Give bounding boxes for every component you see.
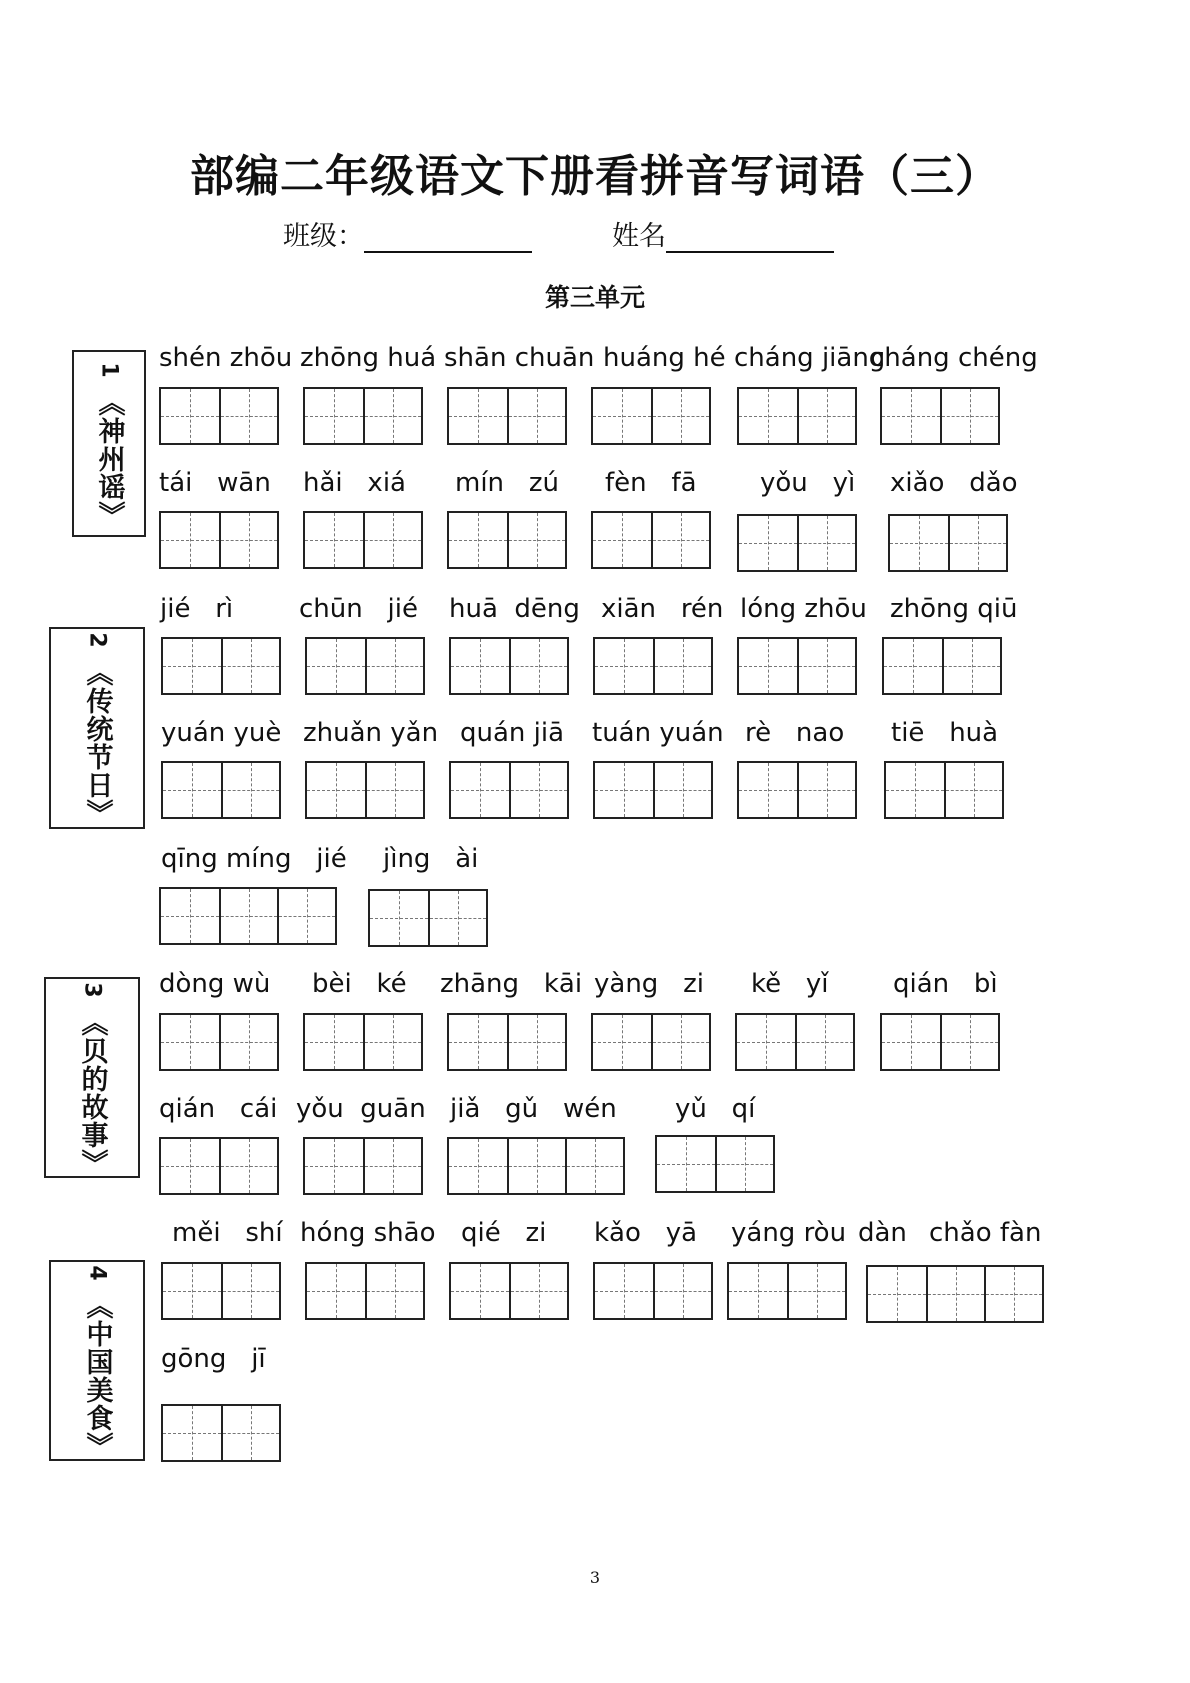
writing-box[interactable] (368, 889, 488, 947)
writing-box[interactable] (880, 387, 1000, 445)
pinyin-label: huáng hé (603, 343, 726, 373)
writing-box[interactable] (882, 637, 1002, 695)
writing-box[interactable] (880, 1013, 1000, 1071)
lesson-label-1 (72, 350, 146, 537)
writing-box[interactable] (161, 761, 281, 819)
pinyin-label: mín zú (455, 468, 559, 498)
writing-box[interactable] (449, 1262, 569, 1320)
lesson-label-4 (49, 1260, 145, 1461)
pinyin-label: měi shí (172, 1218, 283, 1248)
writing-box[interactable] (884, 761, 1004, 819)
pinyin-label: yàng zi (594, 969, 704, 999)
pinyin-label: yǒu yì (760, 468, 856, 498)
pinyin-label: zhuǎn yǎn (303, 718, 439, 748)
lesson-title: 《贝的故事》 (76, 1009, 108, 1177)
writing-box[interactable] (303, 1013, 423, 1071)
writing-box[interactable] (888, 514, 1008, 572)
lesson-number: 4 (85, 1265, 110, 1281)
writing-box[interactable] (593, 1262, 713, 1320)
class-label: 班级： (283, 221, 364, 252)
writing-box[interactable] (159, 887, 337, 945)
name-label: 姓名 (612, 221, 666, 252)
pinyin-label: quán jiā (460, 718, 565, 748)
writing-box[interactable] (591, 1013, 711, 1071)
pinyin-label: cháng jiāng (734, 343, 886, 373)
lesson-title: 《传统节日》 (81, 659, 113, 827)
page-number: 3 (589, 1568, 601, 1587)
pinyin-label: jiǎ gǔ wén (450, 1094, 617, 1124)
pinyin-label: qián cái (159, 1094, 278, 1124)
writing-box[interactable] (159, 1137, 279, 1195)
pinyin-label: rè nao (745, 718, 845, 748)
writing-box[interactable] (737, 761, 857, 819)
lesson-number: 1 (97, 361, 122, 378)
writing-box[interactable] (737, 514, 857, 572)
pinyin-label: kě yǐ (751, 969, 829, 999)
writing-box[interactable] (159, 511, 279, 569)
pinyin-label: qián bì (893, 969, 998, 999)
pinyin-label: lóng zhōu (740, 594, 867, 624)
pinyin-label: xiǎo dǎo (890, 468, 1018, 498)
writing-box[interactable] (161, 637, 281, 695)
unit-title: 第三单元 (544, 283, 645, 312)
lesson-number: 3 (80, 982, 105, 998)
writing-box[interactable] (303, 387, 423, 445)
pinyin-label: tuán yuán (592, 718, 724, 748)
pinyin-label: shān chuān (444, 343, 595, 373)
writing-box[interactable] (305, 1262, 425, 1320)
writing-box[interactable] (655, 1135, 775, 1193)
writing-box[interactable] (737, 387, 857, 445)
writing-box[interactable] (303, 1137, 423, 1195)
writing-box[interactable] (727, 1262, 847, 1320)
pinyin-label: yǔ qí (675, 1094, 756, 1124)
writing-box[interactable] (593, 761, 713, 819)
pinyin-label: chǎo fàn (929, 1218, 1042, 1248)
writing-box[interactable] (449, 761, 569, 819)
pinyin-label: tiē huà (891, 718, 999, 748)
lesson-label-2 (49, 627, 145, 829)
pinyin-label: yáng ròu (731, 1218, 847, 1248)
pinyin-label: jié rì (160, 594, 234, 624)
writing-box[interactable] (449, 637, 569, 695)
pinyin-label: chūn jié (299, 594, 418, 624)
class-blank[interactable] (364, 225, 532, 253)
writing-box[interactable] (591, 387, 711, 445)
pinyin-label: qīng míng jié (161, 844, 347, 874)
pinyin-label: xiān rén (601, 594, 724, 624)
writing-box[interactable] (447, 387, 567, 445)
pinyin-label: zhāng kāi (440, 969, 583, 999)
class-field[interactable] (283, 214, 532, 253)
pinyin-label: fèn fā (605, 468, 697, 498)
pinyin-label: dòng wù (159, 969, 271, 999)
writing-box[interactable] (447, 1013, 567, 1071)
writing-box[interactable] (737, 637, 857, 695)
pinyin-label: yǒu guān (296, 1094, 426, 1124)
lesson-number: 2 (85, 632, 110, 648)
lesson-title: 《神州谣》 (93, 388, 125, 529)
name-blank[interactable] (666, 225, 834, 253)
pinyin-label: kǎo yā (594, 1218, 698, 1248)
writing-box[interactable] (735, 1013, 855, 1071)
pinyin-label: yuán yuè (161, 718, 282, 748)
pinyin-label: zhōng huá (300, 343, 437, 373)
writing-box[interactable] (161, 1404, 281, 1462)
pinyin-label: dàn (858, 1218, 907, 1248)
pinyin-label: huā dēng (449, 594, 580, 624)
writing-box[interactable] (159, 1013, 279, 1071)
page-title: 部编二年级语文下册看拼音写词语（三） (190, 151, 1000, 202)
pinyin-label: cháng chéng (870, 343, 1038, 373)
writing-box[interactable] (303, 511, 423, 569)
writing-box[interactable] (305, 637, 425, 695)
name-field[interactable] (612, 214, 834, 253)
lesson-label-3 (44, 977, 140, 1178)
writing-box[interactable] (161, 1262, 281, 1320)
writing-box[interactable] (591, 511, 711, 569)
pinyin-label: qié zi (461, 1218, 547, 1248)
lesson-title: 《中国美食》 (81, 1292, 113, 1460)
writing-box[interactable] (866, 1265, 1044, 1323)
writing-box[interactable] (305, 761, 425, 819)
pinyin-label: tái wān (159, 468, 271, 498)
writing-box[interactable] (593, 637, 713, 695)
pinyin-label: zhōng qiū (890, 594, 1018, 624)
writing-box[interactable] (159, 387, 279, 445)
pinyin-label: shén zhōu (159, 343, 293, 373)
pinyin-label: hóng shāo (300, 1218, 436, 1248)
pinyin-label: jìng ài (383, 844, 479, 874)
pinyin-label: hǎi xiá (303, 468, 406, 498)
writing-box[interactable] (447, 511, 567, 569)
pinyin-label: gōng jī (161, 1344, 266, 1374)
writing-box[interactable] (447, 1137, 625, 1195)
pinyin-label: bèi ké (312, 969, 407, 999)
